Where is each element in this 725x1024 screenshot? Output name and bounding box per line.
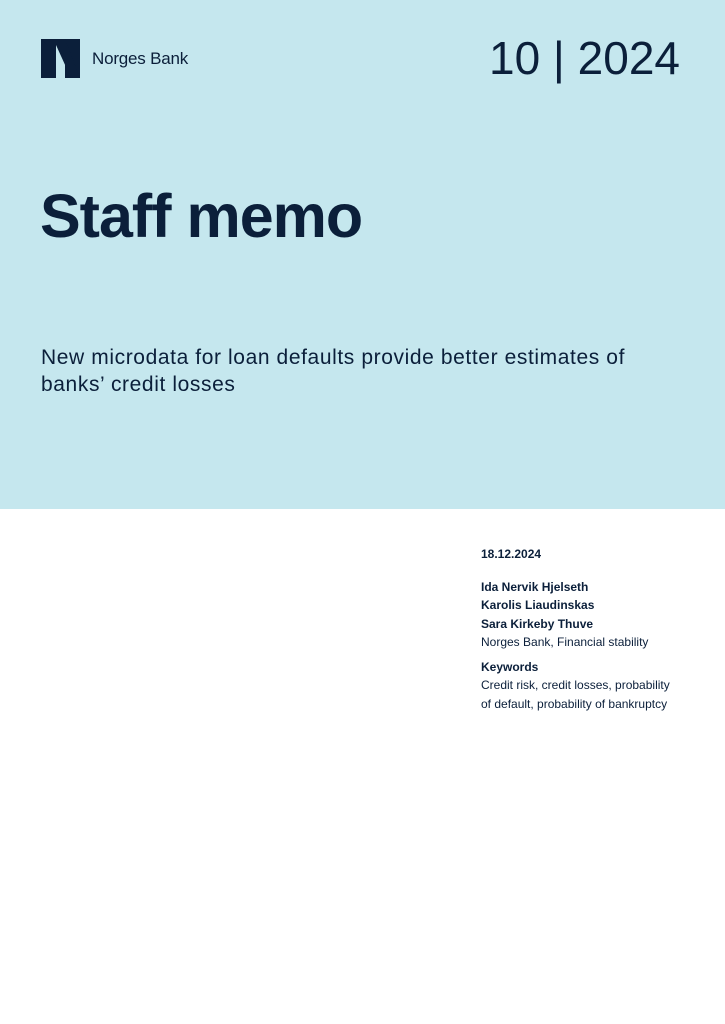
publication-date: 18.12.2024 bbox=[481, 547, 542, 561]
issue-number: 10 | 2024 bbox=[488, 32, 680, 84]
author-name: Karolis Liaudinskas bbox=[481, 598, 595, 612]
document-type-heading: Staff memo bbox=[40, 182, 363, 250]
author-name: Ida Nervik Hjelseth bbox=[481, 579, 589, 594]
norges-bank-logo bbox=[41, 39, 188, 78]
author-affiliation: Norges Bank, Financial stability bbox=[481, 635, 649, 649]
document-title: New microdata for loan defaults provide better estimates of banks’ credit losses bbox=[41, 346, 626, 396]
brand-name: Norges Bank bbox=[92, 48, 189, 68]
header-band bbox=[0, 0, 725, 509]
keywords-list: Credit risk, credit losses, probability of default, probability of bankruptcy bbox=[481, 678, 670, 711]
memo-metadata bbox=[481, 545, 681, 713]
norges-bank-logo-icon bbox=[41, 39, 80, 78]
author-name: Sara Kirkeby Thuve bbox=[481, 616, 594, 631]
keywords-label: Keywords bbox=[481, 659, 539, 674]
